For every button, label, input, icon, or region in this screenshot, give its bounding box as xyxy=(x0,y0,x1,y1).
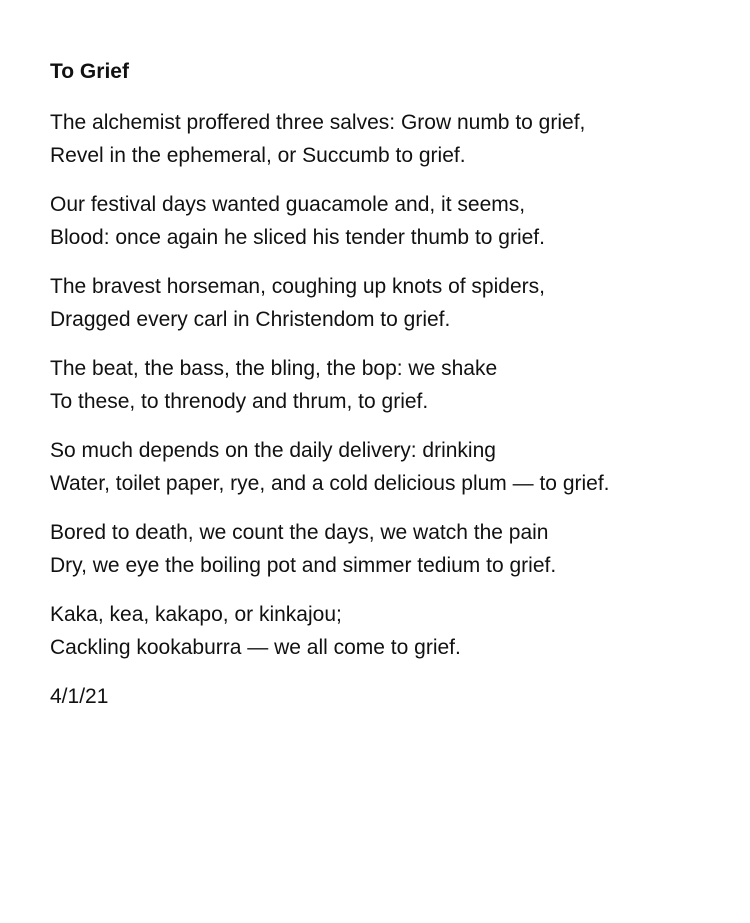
stanza-line: Water, toilet paper, rye, and a cold delicious plum — to grief. xyxy=(50,472,610,495)
stanza-1 xyxy=(50,106,730,172)
stanza-3 xyxy=(50,270,730,336)
stanza-line: So much depends on the daily delivery: drinking xyxy=(50,439,496,462)
poem-date: 4/1/21 xyxy=(50,685,109,708)
stanza-line: Bored to death, we count the days, we watch the pain xyxy=(50,521,549,544)
stanza-line: The alchemist proffered three salves: Grow numb to grief, xyxy=(50,111,586,134)
stanza-line: Dragged every carl in Christendom to grief. xyxy=(50,308,451,331)
stanza-line: To these, to threnody and thrum, to grief. xyxy=(50,390,429,413)
stanza-line: Kaka, kea, kakapo, or kinkajou; xyxy=(50,603,342,626)
stanza-line: The bravest horseman, coughing up knots of spiders, xyxy=(50,275,545,298)
stanza-line: Our festival days wanted guacamole and, it seems, xyxy=(50,193,526,216)
stanza-2 xyxy=(50,188,730,254)
stanza-line: Blood: once again he sliced his tender thumb to grief. xyxy=(50,226,545,249)
stanza-6 xyxy=(50,516,730,582)
stanza-line: Revel in the ephemeral, or Succumb to grief. xyxy=(50,144,466,167)
stanza-line: Cackling kookaburra — we all come to grief. xyxy=(50,636,461,659)
stanza-line: Dry, we eye the boiling pot and simmer tedium to grief. xyxy=(50,554,557,577)
stanza-5 xyxy=(50,434,730,500)
poem-page xyxy=(50,58,730,713)
stanza-4 xyxy=(50,352,730,418)
stanza-line: The beat, the bass, the bling, the bop: we shake xyxy=(50,357,498,380)
stanza-7 xyxy=(50,598,730,664)
poem-title: To Grief xyxy=(50,60,129,83)
